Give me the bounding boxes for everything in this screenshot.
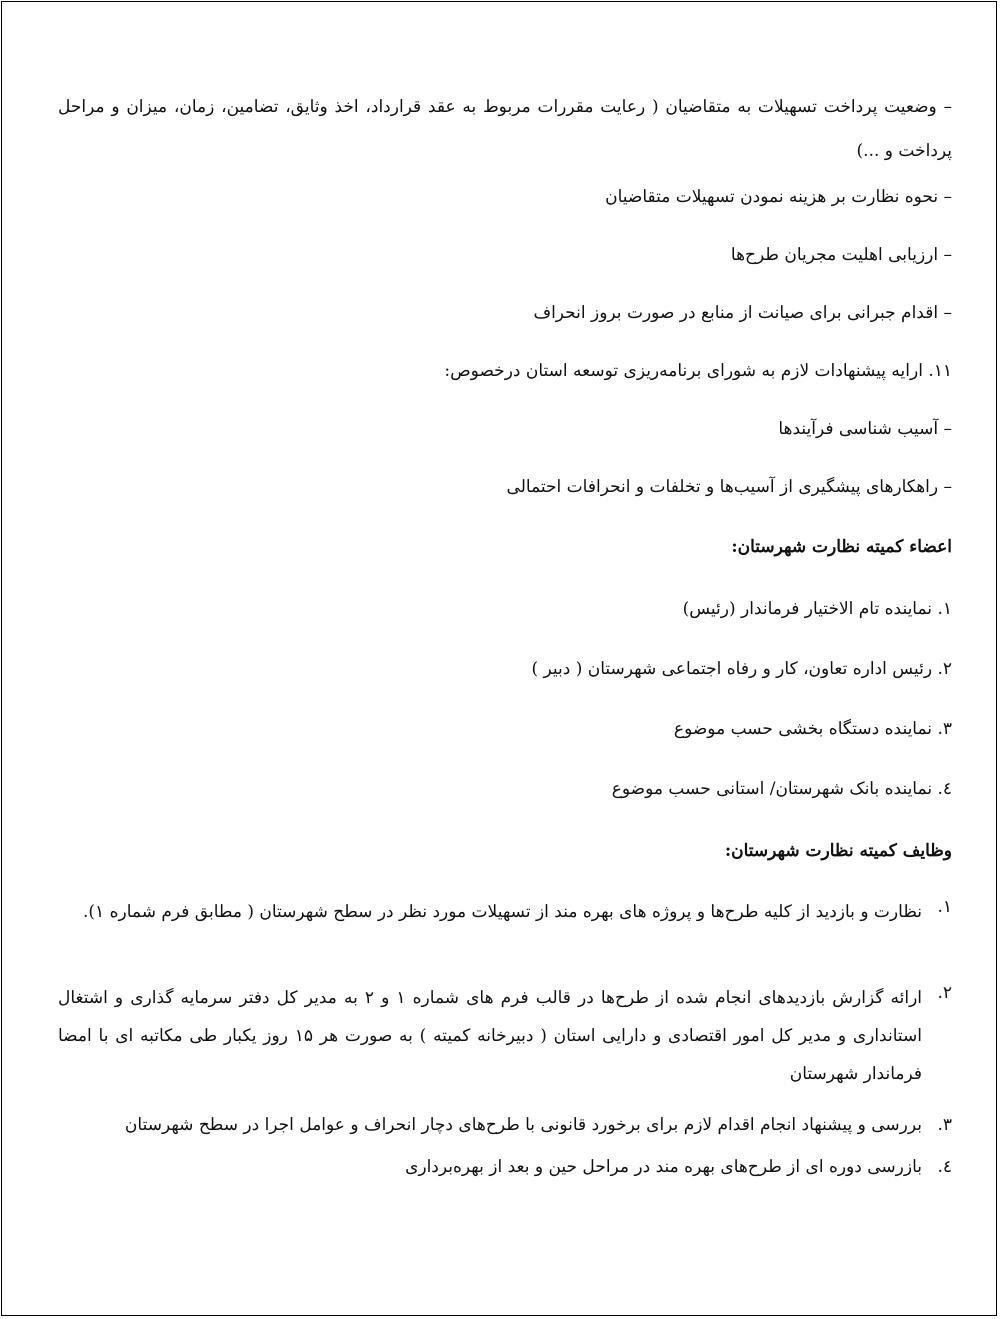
item-11-sub-pathology: – آسیب شناسی فرآیندها (778, 419, 952, 439)
duty-text: نظارت و بازدید از کلیه طرح‌ها و پروژه های بهره مند از تسهیلات مورد نظر در سطح شهرستان ( مطابق فرم شماره ۱). (82, 902, 922, 922)
duty-text: بازرسی دوره ای از طرح‌های بهره مند در مراحل حین و بعد از بهره‌برداری (405, 1157, 922, 1177)
duty-number: ۳. (937, 1115, 952, 1135)
members-heading: اعضاء کمیته نظارت شهرستان: (731, 537, 952, 557)
duty-number: ۱. (937, 897, 952, 917)
member-item-1: ۱. نماینده تام الاختیار فرماندار (رئیس) (682, 599, 952, 619)
duty-item-3 (58, 1111, 952, 1139)
duty-item-2 (58, 979, 952, 1093)
duty-text: ارائه گزارش بازدیدهای انجام شده از طرح‌ها در قالب فرم های شماره ۱ و ۲ به مدیر کل دفتر سرمایه گذاری و اشتغال استانداری و مدیر کل امور اقتصادی و دارایی استان ( دبیرخانه کمیته ) به صورت هر ۱۵ روز یکبار طی مکاتبه ای با امضا فرماندار شهرستان (58, 988, 922, 1084)
duties-heading: وظایف کمیته نظارت شهرستان: (724, 841, 952, 861)
item-11: ۱۱. ارایه پیشنهادات لازم به شورای برنامه‌ریزی توسعه استان درخصوص: (444, 361, 952, 381)
duty-item-1 (58, 893, 952, 931)
item-11-sub-prevention: – راهکارهای پیشگیری از آسیب‌ها و تخلفات و انحرافات احتمالی (506, 477, 952, 497)
member-item-3: ۳. نماینده دستگاه بخشی حسب موضوع (673, 719, 952, 739)
intro-item-payment-status: – وضعیت پرداخت تسهیلات به متقاضیان ( رعایت مقررات مربوط به عقد قرارداد، اخذ وثایق، تضامین، زمان، میزان و مراحل پرداخت و ...) (58, 97, 952, 161)
duty-text: بررسی و پیشنهاد انجام اقدام لازم برای برخورد قانونی با طرح‌های دچار انحراف و عوامل اجرا در سطح شهرستان (124, 1115, 922, 1135)
duty-number: ٤. (937, 1157, 952, 1177)
intro-item-compensation: – اقدام جبرانی برای صیانت از منابع در صورت بروز انحراف (533, 303, 952, 323)
member-item-2: ۲. رئیس اداره تعاون، کار و رفاه اجتماعی شهرستان ( دبیر ) (531, 659, 952, 679)
duty-number: ۲. (937, 983, 952, 1003)
intro-item-supervision: – نحوه نظارت بر هزینه نمودن تسهیلات متقاضیان (605, 187, 952, 207)
intro-item-eligibility: – ارزیابی اهلیت مجریان طرح‌ها (730, 245, 952, 265)
duty-item-4 (58, 1153, 952, 1181)
member-item-4: ٤. نماینده بانک شهرستان/ استانی حسب موضوع (611, 779, 952, 799)
